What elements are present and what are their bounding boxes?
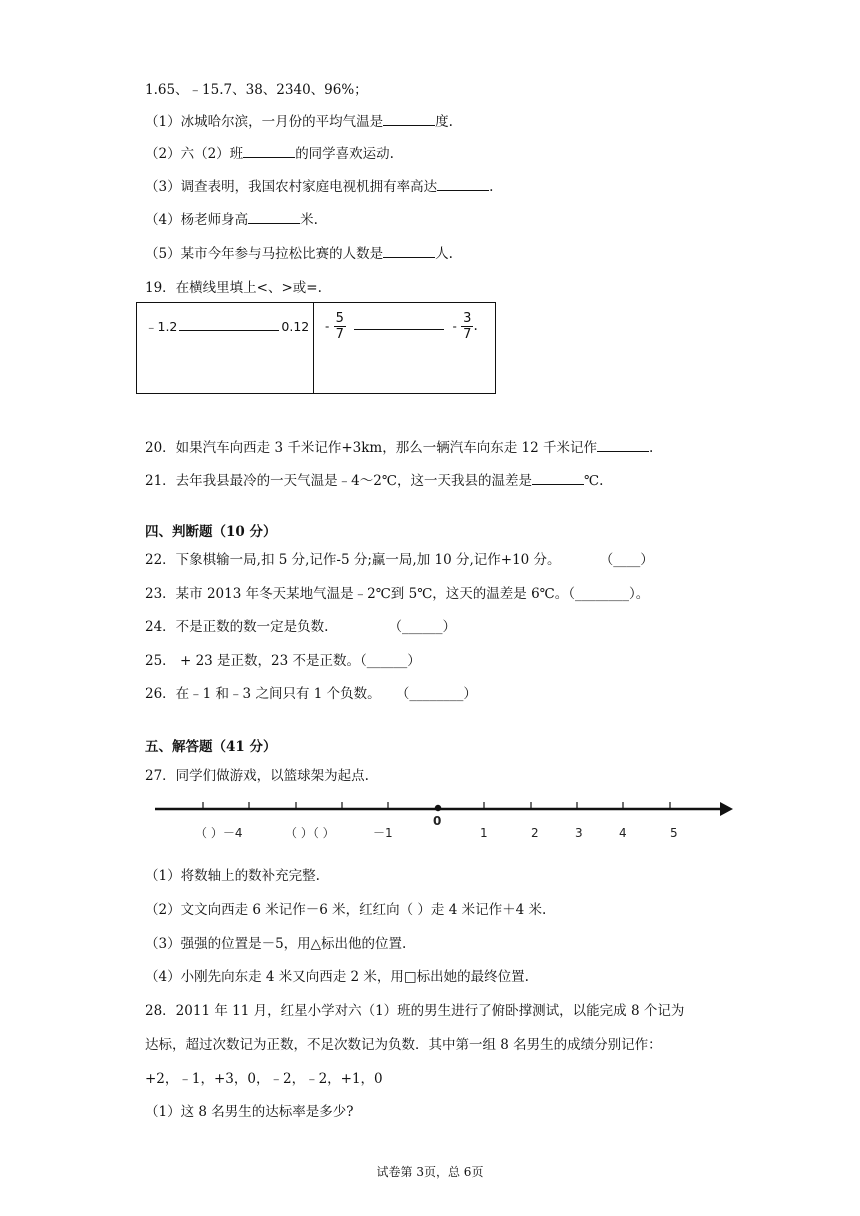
axis-label: 3 bbox=[575, 826, 583, 840]
section4-title: 四、判断题（10 分） bbox=[145, 524, 277, 540]
fraction-a: $\frac{5}{7}$ bbox=[335, 311, 344, 342]
q21: 21．去年我县最冷的一天气温是﹣4～2℃，这一天我县的温差是 ℃. bbox=[145, 473, 604, 489]
compare-blank-1[interactable] bbox=[179, 318, 279, 331]
axis-label: （ ）－4 bbox=[195, 826, 243, 840]
axis-label: （ ）（ ） bbox=[285, 826, 335, 840]
q28-line-2: 达标，超过次数记为正数，不足次数记为负数．其中第一组 8 名男生的成绩分别记作： bbox=[145, 1037, 662, 1053]
number-line bbox=[145, 795, 735, 850]
q18-intro: 1.65、﹣15.7、38、2340、96%； bbox=[145, 82, 368, 98]
arrow-head-icon bbox=[720, 802, 733, 816]
q18-item-4: （4）杨老师身高 米. bbox=[145, 212, 318, 228]
table-divider bbox=[313, 303, 314, 393]
axis-label: 4 bbox=[619, 826, 627, 840]
comparison-table bbox=[136, 302, 496, 394]
section5-title: 五、解答题（41 分） bbox=[145, 739, 277, 755]
origin-dot bbox=[435, 805, 441, 811]
axis-label: 1 bbox=[480, 826, 488, 840]
q18-item-2: （2）六（2）班 的同学喜欢运动. bbox=[145, 146, 394, 162]
q27-text: 27．同学们做游戏，以篮球架为起点. bbox=[145, 768, 369, 784]
compare-blank-2[interactable] bbox=[354, 317, 444, 330]
q27-sub-2: （2）文文向西走 6 米记作－6 米，红红向（ ）走 4 米记作＋4 米. bbox=[145, 902, 547, 918]
axis-label: 5 bbox=[670, 826, 678, 840]
q28-line-1: 28．2011 年 11 月，红星小学对六（1）班的男生进行了俯卧撑测试，以能完成 8 个记为 bbox=[145, 1003, 685, 1019]
cell1-right-value: 0.12 bbox=[281, 319, 310, 334]
q20: 20．如果汽车向西走 3 千米记作+3km，那么一辆汽车向东走 12 千米记作 . bbox=[145, 440, 654, 456]
cell-2: - $\frac{5}{7}$ - $\frac{3}{7}$ . bbox=[325, 311, 478, 342]
q18-item-1: （1）冰城哈尔滨，一月份的平均气温是 度. bbox=[145, 114, 453, 130]
q19-text: 19．在横线里填上<、>或=. bbox=[145, 280, 322, 296]
q25: 25． + 23 是正数，23 不是正数。（______） bbox=[145, 653, 421, 669]
q27-sub-3: （3）强强的位置是－5，用△标出他的位置. bbox=[145, 936, 407, 952]
cell1-left-value: ﹣1.2 bbox=[145, 319, 178, 334]
q26: 26．在﹣1 和﹣3 之间只有 1 个负数。 （________） bbox=[145, 686, 477, 702]
cell-1 bbox=[145, 317, 309, 335]
q22: 22．下象棋输一局,扣 5 分,记作-5 分;赢一局,加 10 分,记作+10 分。 （____） bbox=[145, 552, 654, 568]
q28-line-3: +2，﹣1，+3，0，﹣2，﹣2，+1，0 bbox=[145, 1071, 383, 1087]
q23: 23．某市 2013 年冬天某地气温是﹣2℃到 5℃，这天的温差是 6℃。（________）。 bbox=[145, 586, 650, 602]
fraction-b: $\frac{3}{7}$ bbox=[463, 311, 472, 342]
axis-label: 0 bbox=[433, 814, 442, 828]
axis-label: 2 bbox=[531, 826, 539, 840]
q18-item-3: （3）调查表明，我国农村家庭电视机拥有率高达 . bbox=[145, 179, 494, 195]
q27-sub-1: （1）将数轴上的数补充完整. bbox=[145, 868, 320, 884]
q28-sub-1: （1）这 8 名男生的达标率是多少? bbox=[145, 1104, 354, 1120]
axis-label: －1 bbox=[373, 826, 393, 840]
q27-sub-4: （4）小刚先向东走 4 米又向西走 2 米，用□标出她的最终位置. bbox=[145, 969, 529, 985]
q18-item-5: （5）某市今年参与马拉松比赛的人数是 人. bbox=[145, 246, 453, 262]
page-footer: 试卷第 3页，总 6页 bbox=[376, 1165, 484, 1179]
q24: 24．不是正数的数一定是负数. （______） bbox=[145, 619, 456, 635]
